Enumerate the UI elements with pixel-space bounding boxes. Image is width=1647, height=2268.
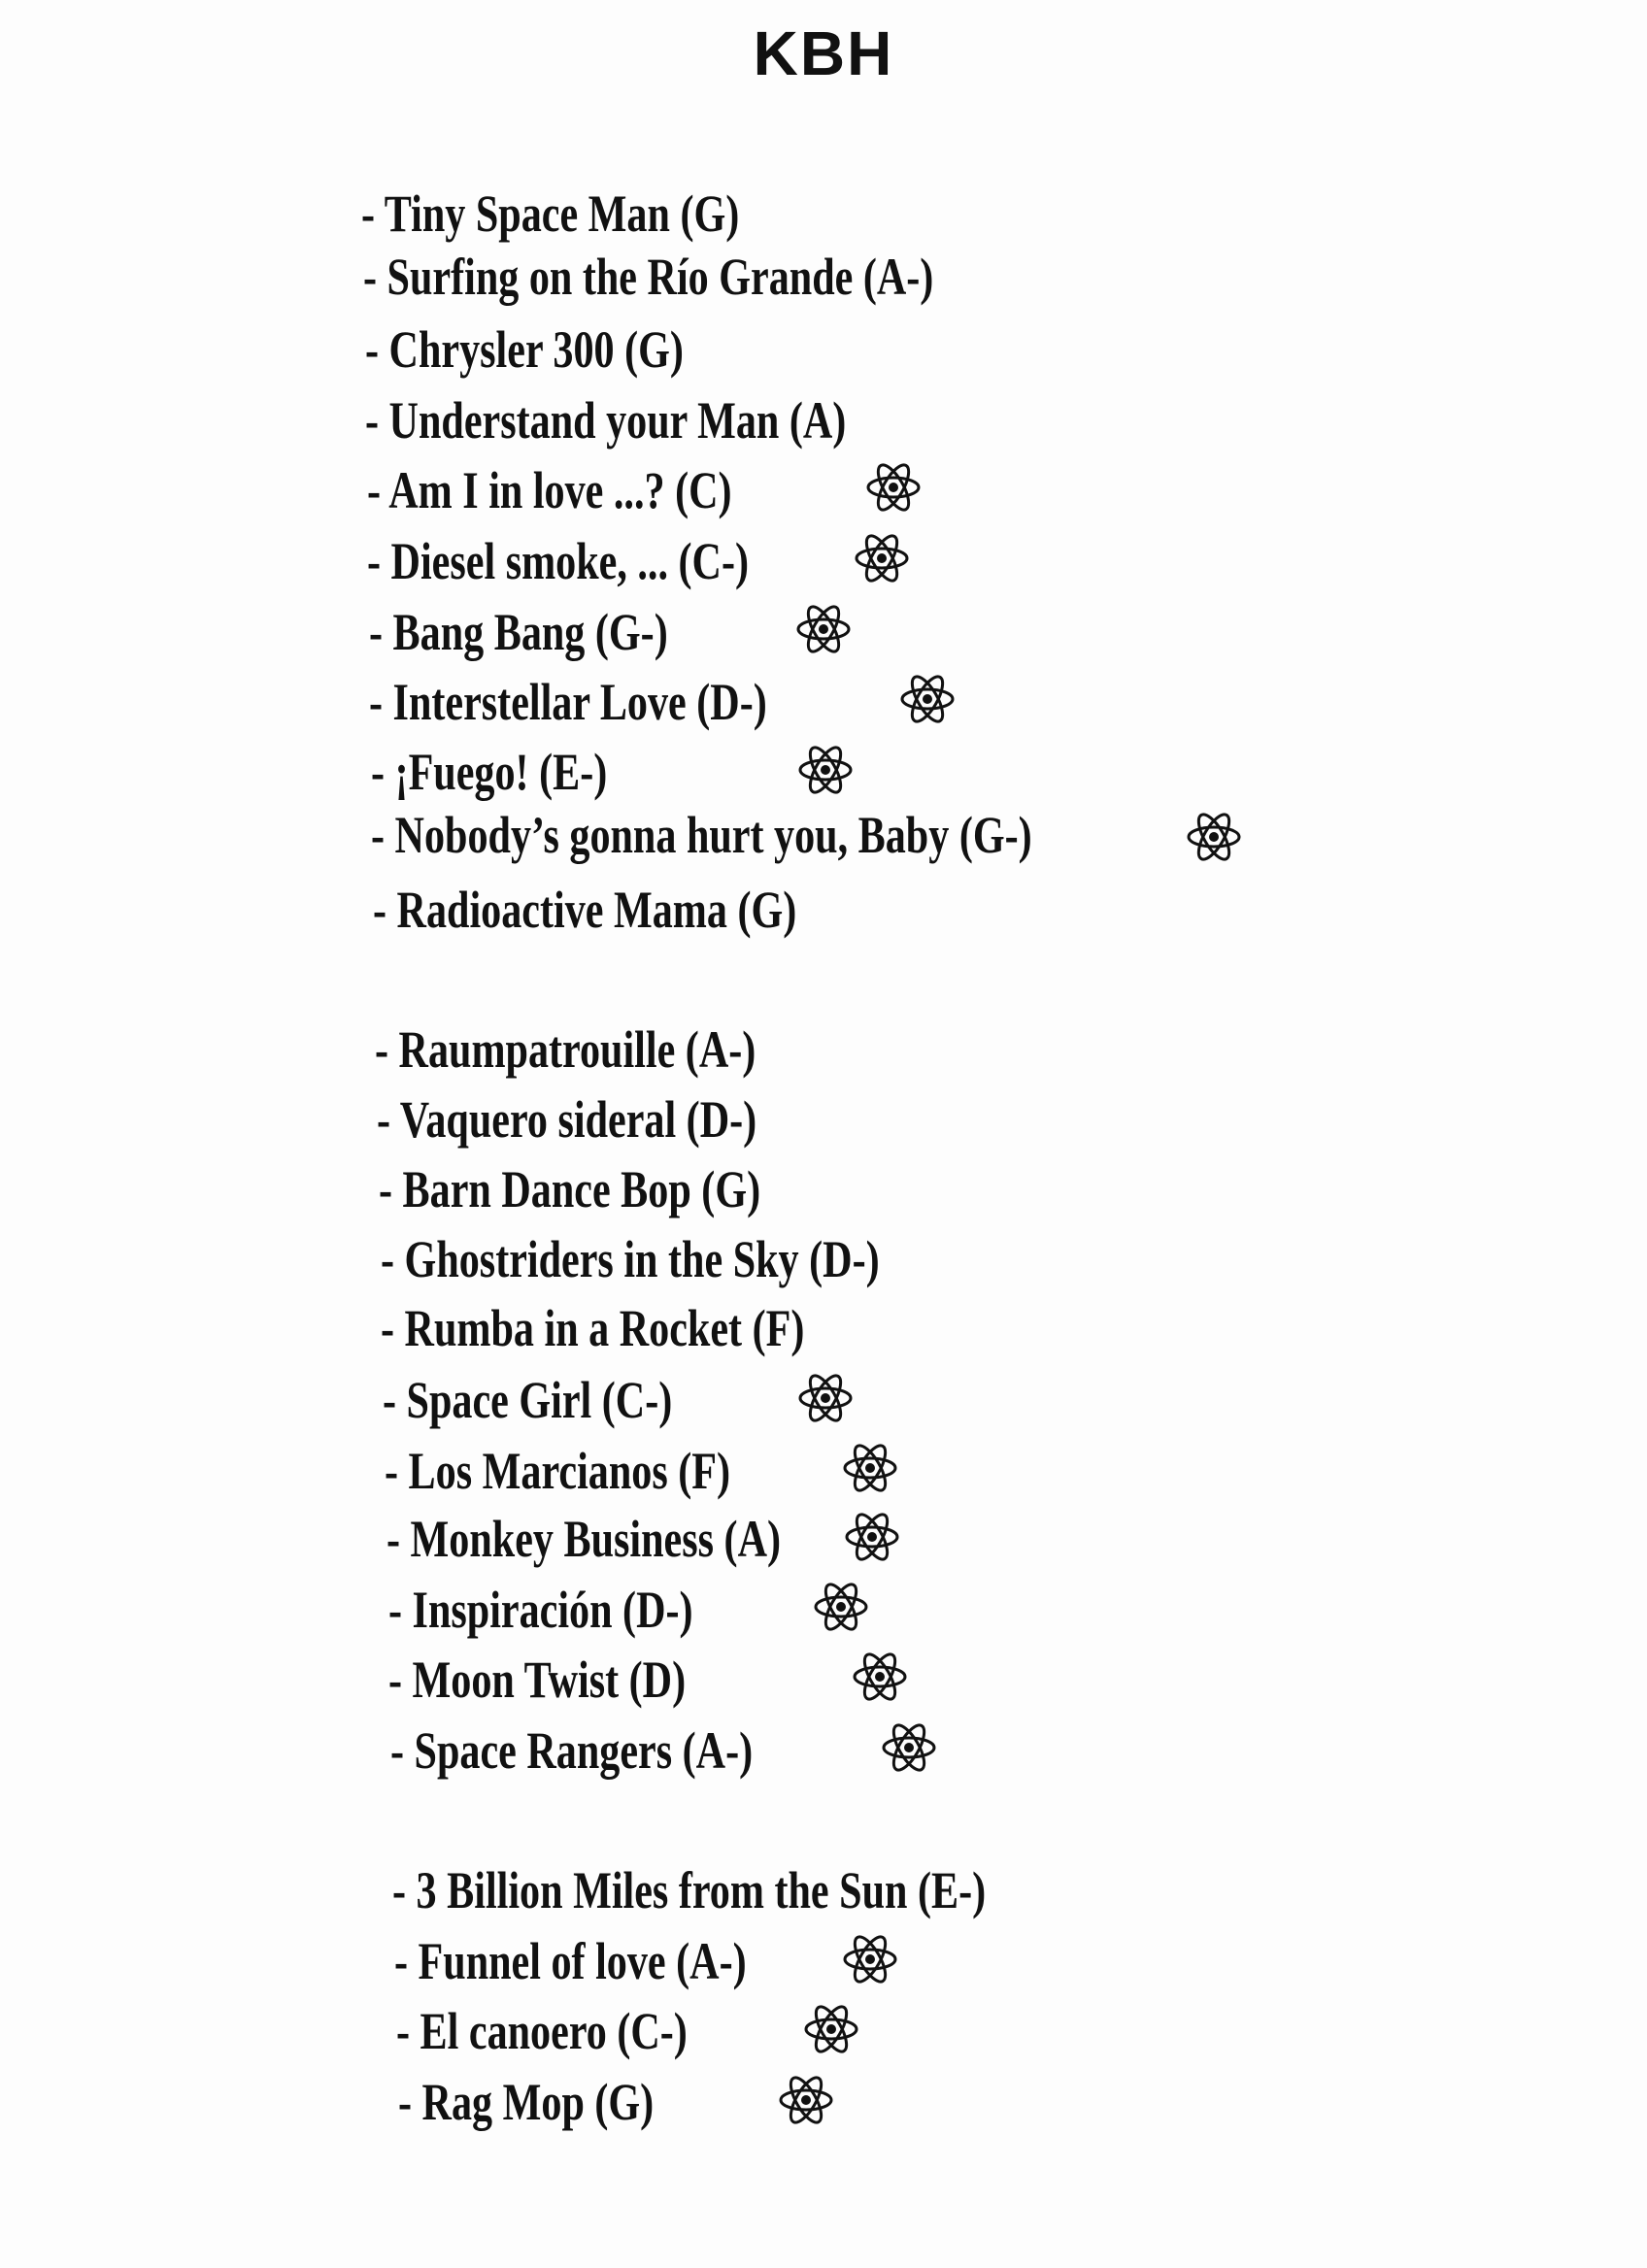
song-line: - Inspiración (D-)	[388, 1581, 693, 1639]
atom-icon	[812, 1578, 870, 1636]
atom-icon	[843, 1508, 901, 1566]
song-line: - Space Girl (C-)	[383, 1371, 673, 1429]
atom-icon	[796, 741, 855, 799]
song-line: - Interstellar Love (D-)	[369, 673, 767, 731]
atom-icon	[898, 670, 957, 728]
song-line: - Raumpatrouille (A-)	[375, 1020, 756, 1079]
atom-icon	[864, 458, 923, 517]
atom-icon	[802, 2000, 860, 2058]
song-line: - Funnel of love (A-)	[394, 1932, 747, 1990]
song-line: - El canoero (C-)	[396, 2002, 688, 2060]
atom-icon	[880, 1718, 938, 1777]
song-line: - Nobody’s gonna hurt you, Baby (G-)	[371, 806, 1032, 864]
song-line: - ¡Fuego! (E-)	[371, 743, 608, 801]
atom-icon	[841, 1930, 899, 1988]
song-line: - Bang Bang (G-)	[369, 603, 668, 661]
song-line: - Diesel smoke, ... (C-)	[367, 532, 750, 590]
atom-icon	[796, 1369, 855, 1427]
atom-icon	[777, 2071, 835, 2129]
song-line: - Understand your Man (A)	[365, 391, 847, 450]
atom-icon	[853, 529, 911, 587]
song-line: - Am I in love ...? (C)	[367, 461, 732, 519]
song-line: - Rag Mop (G)	[398, 2073, 655, 2131]
song-line: - 3 Billion Miles from the Sun (E-)	[392, 1861, 987, 1919]
song-line: - Moon Twist (D)	[388, 1651, 687, 1709]
song-line: - Ghostriders in the Sky (D-)	[381, 1230, 880, 1288]
song-line: - Tiny Space Man (G)	[361, 184, 740, 243]
song-line: - Barn Dance Bop (G)	[379, 1160, 761, 1218]
atom-icon	[1185, 808, 1243, 866]
atom-icon	[851, 1648, 909, 1706]
song-line: - Rumba in a Rocket (F)	[381, 1299, 805, 1357]
song-line: - Space Rangers (A-)	[390, 1721, 754, 1780]
page-title: KBH	[753, 18, 894, 88]
song-line: - Chrysler 300 (G)	[365, 320, 684, 379]
song-line: - Monkey Business (A)	[387, 1510, 782, 1568]
song-line: - Radioactive Mama (G)	[373, 881, 797, 939]
song-line: - Los Marcianos (F)	[385, 1442, 731, 1500]
song-line: - Surfing on the Río Grande (A-)	[363, 248, 934, 306]
atom-icon	[841, 1439, 899, 1497]
song-line: - Vaquero sideral (D-)	[377, 1090, 757, 1149]
atom-icon	[794, 600, 853, 658]
